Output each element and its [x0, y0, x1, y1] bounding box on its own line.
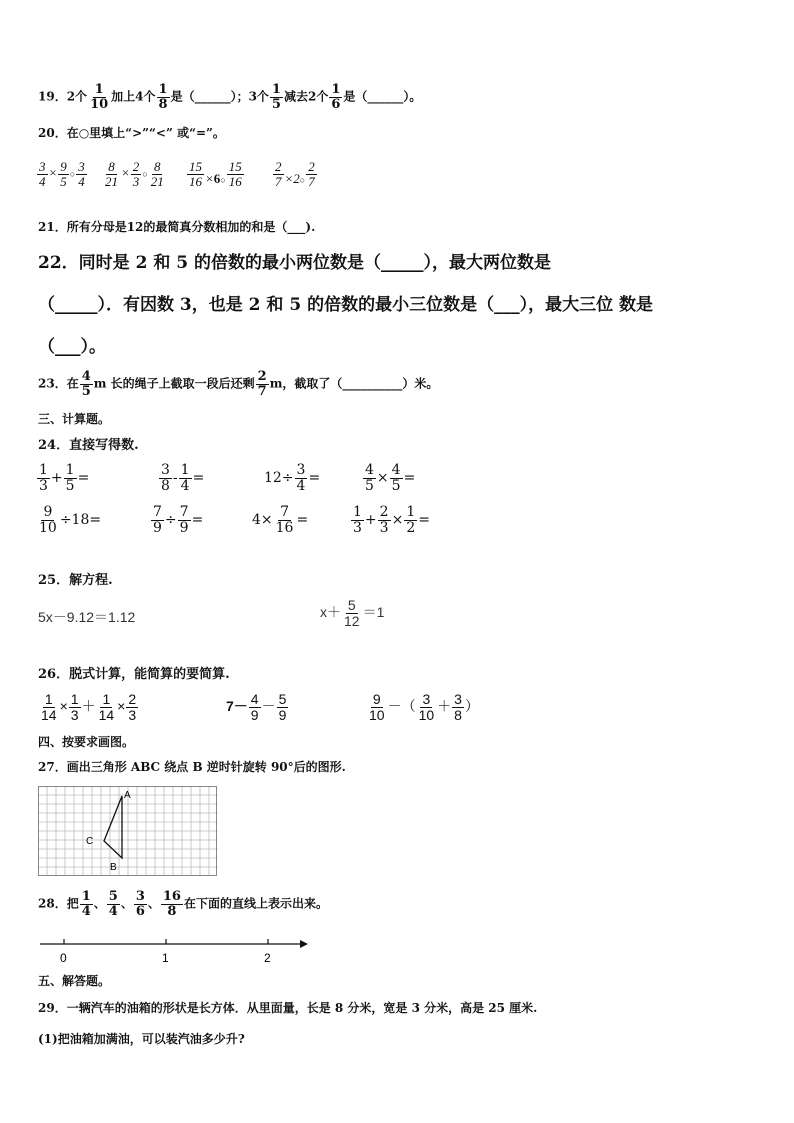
fraction: $\frac{1}{8}$ — [158, 82, 168, 112]
compare-circle: ○ — [220, 175, 226, 186]
q20-item-3: $\frac{15}{16}$ ×6○ $\frac{15}{16}$ — [189, 159, 242, 189]
q20-prompt: 20．在○里填上“>”“<” 或“=”。 — [38, 126, 225, 140]
q22-line-1: 22．同时是 2 和 5 的倍数的最小两位数是（_____），最大两位数是 — [38, 253, 551, 273]
section-5-heading: 五、解答题。 — [38, 974, 111, 988]
q27-prompt: 27．画出三角形 ABC 绕点 B 逆时针旋转 90°后的图形. — [38, 760, 346, 774]
number-line — [38, 936, 308, 966]
point-c-label: C — [86, 836, 94, 847]
section-4-heading: 四、按要求画图。 — [38, 735, 135, 749]
q26-expr-2: 7－ $\frac{4}{9}$ － $\frac{5}{9}$ — [226, 691, 287, 723]
point-b-label: B — [110, 862, 117, 873]
q25-title: 25．解方程. — [38, 573, 113, 588]
section-3-heading: 三、计算题。 — [38, 412, 111, 426]
q23-line: 23．在 $\frac{4}{5}$ m 长的绳子上截取一段后还剩 $\frac{2}{7}$ m，截取了（__________）米。 — [38, 369, 439, 399]
q28-prompt: 28．把 $\frac{1}{4}$ 、 $\frac{5}{4}$ 、 $\frac{3}{6}$ 、 $\frac{16}{8}$ 在下面的直线上表示出来。 — [38, 889, 328, 919]
fraction: $\frac{1}{6}$ — [331, 82, 341, 112]
compare-circle: ○ — [142, 169, 148, 180]
compare-circle: ○ — [69, 169, 76, 180]
q27-grid — [38, 786, 218, 876]
q25-equation-2: x＋ $\frac{5}{12}$ ＝1 — [320, 597, 385, 629]
q20-item-1: $\frac{3}{4}$ × $\frac{9}{5}$ ○ $\frac{3}{4}$ — [39, 159, 85, 189]
q24-r2-c3: 4× $\frac{7}{16}$ = — [252, 504, 309, 536]
q29-sub-1: (1)把油箱加满油，可以装汽油多少升? — [38, 1032, 245, 1046]
q21-line: 21．所有分母是12的最简真分数相加的和是（___). — [38, 220, 316, 234]
q29-prompt: 29．一辆汽车的油箱的形状是长方体．从里面量，长是 8 分米，宽是 3 分米，高是 25 厘米. — [38, 1001, 538, 1015]
q19-line: 19．2个 $\frac{1}{10}$ 加上4个 $\frac{1}{8}$ 是（______）；3个 $\frac{1}{5}$ 减去2个 $\frac{1}{6}$ 是（______）。 — [38, 82, 422, 112]
q26-expr-1: $\frac{1}{14}$ × $\frac{1}{3}$ ＋ $\frac{1}{14}$ × $\frac{2}{3}$ — [41, 691, 137, 723]
q24-r2-c4: $\frac{1}{3}$ + $\frac{2}{3}$ × $\frac{1}{2}$ = — [353, 504, 430, 536]
q24-r2-c1: $\frac{9}{10}$ ÷18= — [39, 504, 102, 536]
tick-label-2: 2 — [264, 951, 271, 965]
q20-item-2: $\frac{8}{21}$ × $\frac{2}{3}$ ○ $\frac{8}{21}$ — [105, 159, 164, 189]
q24-r2-c2: $\frac{7}{9}$ ÷ $\frac{7}{9}$ = — [153, 504, 204, 536]
point-a-label: A — [124, 790, 131, 801]
tick-label-0: 0 — [60, 951, 67, 965]
q26-title: 26．脱式计算，能简算的要简算. — [38, 667, 230, 682]
q24-r1-c3: 12÷ $\frac{3}{4}$ = — [264, 462, 321, 494]
compare-circle: ○ — [299, 175, 306, 186]
q24-title: 24．直接写得数. — [38, 438, 139, 453]
q25-equation-1: 5x－9.12＝1.12 — [38, 609, 136, 625]
arrow-head — [300, 940, 308, 948]
tick-label-1: 1 — [162, 951, 169, 965]
q24-r1-c4: $\frac{4}{5}$ × $\frac{4}{5}$ = — [365, 462, 416, 494]
q26-expr-3: $\frac{9}{10}$ －（ $\frac{3}{10}$ ＋ $\frac{3}{8}$ ） — [369, 691, 479, 723]
q19-number: 19． — [38, 89, 67, 104]
q24-r1-c1: $\frac{1}{3}$ + $\frac{1}{5}$ = — [39, 462, 90, 494]
q22-line-3: （___）。 — [38, 337, 106, 357]
q22-line-2: （_____）．有因数 3，也是 2 和 5 的倍数的最小三位数是（___），最大三位 数是 — [38, 295, 653, 315]
fraction: $\frac{1}{5}$ — [271, 82, 281, 112]
q24-r1-c2: $\frac{3}{8}$ - $\frac{1}{4}$ = — [161, 462, 205, 494]
fraction: $\frac{1}{10}$ — [90, 82, 109, 112]
q20-item-4: $\frac{2}{7}$ ×2○ $\frac{2}{7}$ — [275, 159, 315, 189]
